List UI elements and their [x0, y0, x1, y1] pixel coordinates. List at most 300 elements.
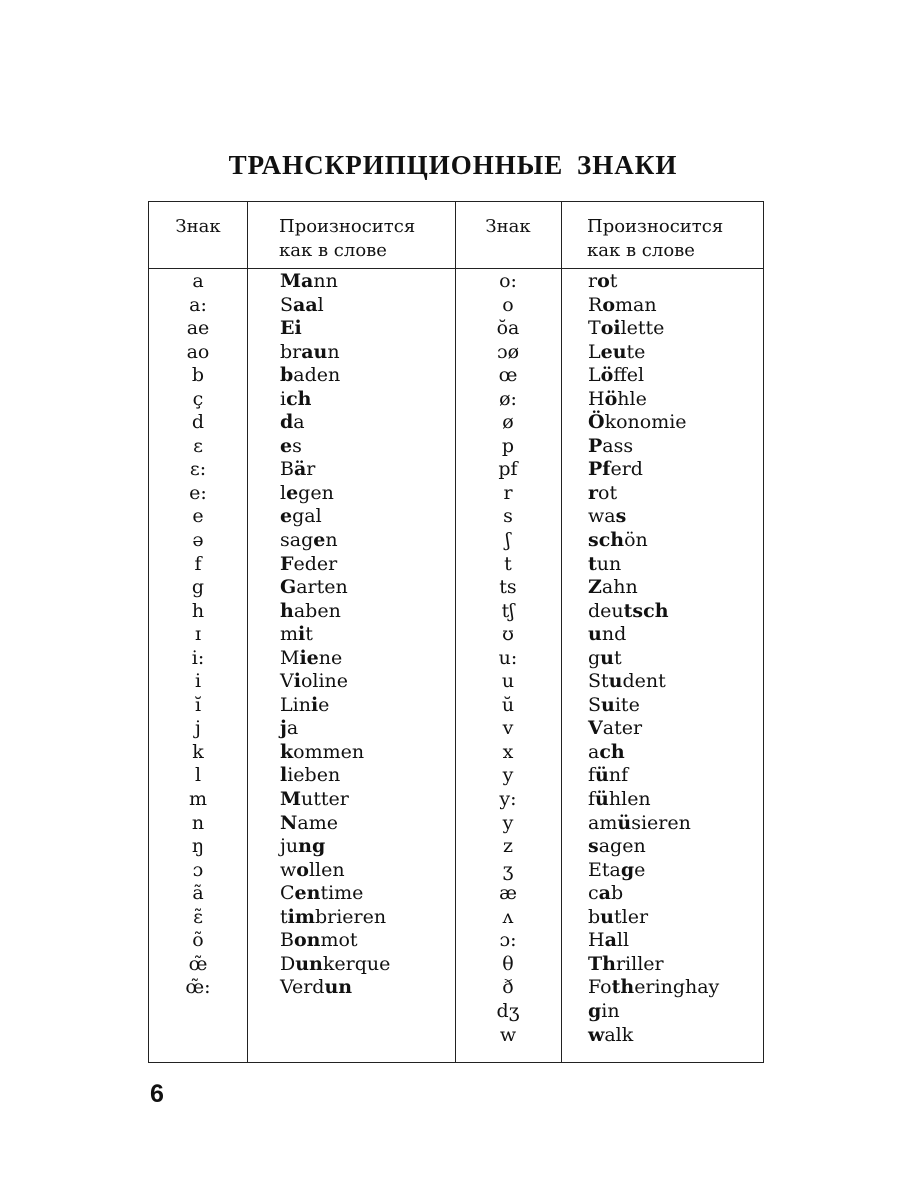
highlighted-letters: aa	[293, 293, 318, 316]
word-fragment: t	[614, 646, 622, 669]
transcription-sign: æ	[499, 882, 517, 905]
highlighted-letters: k	[280, 740, 294, 763]
word-fragment: a	[286, 717, 299, 740]
right-word-column	[588, 270, 719, 1047]
example-word	[588, 600, 719, 624]
word-fragment: l	[317, 293, 324, 316]
word-fragment: ommen	[293, 740, 365, 763]
word-fragment: a	[588, 740, 600, 763]
word-fragment: arten	[296, 576, 348, 599]
highlighted-letters: M	[280, 788, 302, 811]
highlighted-letters: tsch	[623, 599, 669, 622]
highlighted-letters: Z	[588, 576, 602, 599]
highlighted-letters: ü	[617, 811, 632, 834]
word-fragment: alk	[604, 1023, 634, 1046]
highlighted-letters: im	[287, 905, 315, 928]
word-fragment: nd	[601, 623, 627, 646]
transcription-sign: ao	[186, 340, 210, 363]
word-fragment: agen	[598, 835, 646, 858]
page-title: ТРАНСКРИПЦИОННЫЕ ЗНАКИ	[228, 150, 678, 180]
example-word	[280, 859, 390, 883]
highlighted-letters: i	[310, 693, 319, 716]
highlighted-letters: e	[286, 481, 299, 504]
word-fragment: c	[588, 882, 599, 905]
header-pron-line1: Произносится	[587, 216, 724, 237]
header-pron-line1: Произносится	[279, 216, 416, 237]
word-fragment: ahn	[601, 576, 638, 599]
word-fragment: kerque	[322, 952, 391, 975]
example-word	[280, 670, 390, 694]
word-fragment: C	[280, 882, 295, 905]
transcription-sign: h	[191, 599, 205, 622]
example-word	[588, 364, 719, 388]
word-fragment: brieren	[314, 905, 387, 928]
transcription-sign: t	[504, 552, 512, 575]
transcription-sign: ɔø	[496, 340, 520, 363]
highlighted-letters: u	[600, 646, 614, 669]
transcription-sign: ç	[192, 387, 204, 410]
highlighted-letters: u	[600, 905, 614, 928]
word-fragment: deu	[588, 599, 624, 622]
example-word	[588, 812, 719, 836]
word-fragment: am	[588, 811, 618, 834]
transcription-sign: y	[502, 764, 514, 787]
word-fragment: H	[588, 929, 605, 952]
word-fragment: ön	[624, 529, 648, 552]
transcription-sign: j	[195, 717, 201, 740]
word-fragment: te	[626, 340, 646, 363]
highlighted-letters: ch	[599, 740, 625, 763]
transcription-sign: ø:	[499, 387, 517, 410]
word-fragment: e	[318, 693, 330, 716]
transcription-sign: v	[502, 717, 514, 740]
transcription-sign: ʒ	[502, 858, 514, 881]
example-word	[588, 411, 719, 435]
transcription-sign: ŭ	[501, 693, 515, 716]
word-fragment: a	[293, 411, 305, 434]
word-fragment: un	[596, 552, 622, 575]
transcription-sign: ɔ	[192, 858, 204, 881]
column-divider	[561, 202, 562, 1062]
transcription-sign: ts	[499, 576, 517, 599]
transcription-sign: õ	[192, 929, 204, 952]
transcription-sign: ŋ	[191, 835, 205, 858]
header-pron-line2: как в слове	[279, 240, 387, 261]
example-word	[588, 764, 719, 788]
example-word	[280, 764, 390, 788]
header-pron-line2: как в слове	[587, 240, 695, 261]
highlighted-letters: un	[324, 976, 353, 999]
word-fragment: S	[588, 693, 602, 716]
word-fragment: ieben	[287, 764, 341, 787]
highlighted-letters: ü	[595, 788, 609, 811]
transcription-sign: ɪ	[194, 623, 202, 646]
highlighted-letters: h	[280, 599, 294, 622]
highlighted-letters: ä	[293, 458, 307, 481]
word-fragment: B	[280, 458, 294, 481]
word-fragment: eringhay	[634, 976, 720, 999]
word-fragment: H	[588, 387, 605, 410]
transcription-sign: ŏa	[496, 317, 520, 340]
transcription-sign: l	[194, 764, 202, 787]
example-word	[280, 953, 390, 977]
example-word	[280, 976, 390, 1000]
word-fragment: hlen	[608, 788, 651, 811]
example-word	[280, 505, 390, 529]
example-word	[280, 788, 390, 812]
highlighted-letters: th	[611, 976, 635, 999]
transcription-sign: e:	[189, 481, 207, 504]
example-word	[588, 929, 719, 953]
highlighted-letters: Ei	[280, 317, 302, 340]
word-fragment: L	[588, 340, 601, 363]
highlighted-letters: l	[280, 764, 288, 787]
word-fragment: tler	[614, 905, 649, 928]
transcription-sign: r	[503, 481, 513, 504]
transcription-sign: i:	[191, 646, 205, 669]
word-fragment: ll	[616, 929, 630, 952]
word-fragment: St	[588, 670, 609, 693]
transcription-sign: ɛ:	[189, 458, 207, 481]
example-word	[588, 788, 719, 812]
header-sign-left: Знак	[175, 216, 221, 237]
transcription-sign: g	[191, 576, 205, 599]
transcription-sign: y:	[499, 788, 517, 811]
example-word	[588, 741, 719, 765]
word-fragment: nf	[608, 764, 629, 787]
highlighted-letters: G	[280, 576, 297, 599]
column-divider	[247, 202, 248, 1062]
example-word	[280, 812, 390, 836]
word-fragment: t	[609, 270, 618, 292]
word-fragment: oline	[300, 670, 349, 693]
highlighted-letters: t	[588, 552, 597, 575]
word-fragment: B	[280, 929, 294, 952]
highlighted-letters: P	[588, 434, 603, 457]
highlighted-letters: sch	[588, 529, 625, 552]
highlighted-letters: i	[298, 623, 306, 646]
example-word	[588, 623, 719, 647]
left-word-column	[280, 270, 390, 1000]
highlighted-letters: u	[601, 693, 615, 716]
example-word	[588, 576, 719, 600]
example-word	[588, 694, 719, 718]
transcription-sign: ə	[192, 529, 204, 552]
example-word	[588, 458, 719, 482]
transcription-sign: w	[499, 1023, 517, 1046]
highlighted-letters: g	[620, 858, 635, 881]
word-fragment: L	[588, 364, 601, 387]
transcription-sign: dʒ	[496, 999, 520, 1022]
highlighted-letters: r	[588, 481, 599, 504]
example-word	[588, 906, 719, 930]
word-fragment: b	[610, 882, 624, 905]
left-symbol-column	[149, 270, 247, 1000]
word-fragment: utter	[301, 788, 349, 811]
highlighted-letters: e	[280, 505, 293, 528]
example-word	[588, 647, 719, 671]
transcription-sign: s	[503, 505, 513, 528]
word-fragment: S	[280, 293, 294, 316]
word-fragment: n	[327, 340, 340, 363]
example-word	[280, 411, 390, 435]
example-word	[588, 717, 719, 741]
example-word	[280, 694, 390, 718]
example-word	[588, 976, 719, 1000]
highlighted-letters: au	[301, 340, 328, 363]
highlighted-letters: g	[588, 999, 602, 1022]
highlighted-letters: F	[280, 552, 294, 575]
word-fragment: br	[280, 340, 302, 363]
word-fragment: riller	[615, 952, 664, 975]
word-fragment: lette	[620, 317, 665, 340]
header-divider	[149, 268, 763, 269]
transcription-sign: o:	[499, 270, 517, 292]
transcription-sign: u	[501, 670, 515, 693]
word-fragment: s	[292, 434, 302, 457]
header-pron-right	[587, 215, 723, 263]
example-word	[588, 1024, 719, 1048]
word-fragment: mot	[320, 929, 358, 952]
example-word	[280, 600, 390, 624]
highlighted-letters: ö	[604, 387, 618, 410]
example-word	[588, 1000, 719, 1024]
transcription-sign: b	[191, 364, 205, 387]
example-word	[280, 294, 390, 318]
word-fragment: sag	[280, 529, 314, 552]
transcription-sign: a:	[189, 293, 207, 316]
word-fragment: dent	[622, 670, 666, 693]
example-word	[588, 341, 719, 365]
transcription-sign: ø	[502, 411, 514, 434]
example-word	[280, 741, 390, 765]
transcription-sign: tʃ	[501, 599, 515, 622]
word-fragment: n	[325, 529, 338, 552]
example-word	[588, 505, 719, 529]
example-word	[588, 294, 719, 318]
word-fragment: ot	[598, 481, 618, 504]
transcription-sign: ã	[192, 882, 204, 905]
highlighted-letters: w	[588, 1023, 605, 1046]
example-word	[280, 717, 390, 741]
transcription-sign: m	[188, 788, 208, 811]
transcription-sign: p	[501, 434, 515, 457]
word-fragment: Eta	[588, 858, 621, 881]
word-fragment: D	[280, 952, 296, 975]
example-word	[588, 388, 719, 412]
page-number: 6	[150, 1080, 164, 1108]
word-fragment: b	[588, 905, 601, 928]
highlighted-letters: eu	[600, 340, 627, 363]
word-fragment: V	[280, 670, 294, 693]
word-fragment: i	[280, 387, 287, 410]
example-word	[280, 929, 390, 953]
word-fragment: M	[280, 646, 300, 669]
highlighted-letters: V	[588, 717, 603, 740]
highlighted-letters: ie	[299, 646, 319, 669]
highlighted-letters: j	[280, 717, 287, 740]
transcription-sign: e	[192, 505, 204, 528]
word-fragment: ite	[614, 693, 640, 716]
transcription-sign: k	[192, 740, 204, 763]
word-fragment: eder	[293, 552, 338, 575]
example-word	[280, 482, 390, 506]
word-fragment: Fo	[588, 976, 612, 999]
word-fragment: konomie	[604, 411, 687, 434]
transcription-sign: œ	[498, 364, 518, 387]
transcription-sign: pf	[498, 458, 518, 481]
example-word	[588, 859, 719, 883]
transcription-sign: ð	[502, 976, 514, 999]
word-fragment: ater	[602, 717, 643, 740]
word-fragment: m	[280, 623, 299, 646]
example-word	[280, 341, 390, 365]
word-fragment: f	[588, 764, 596, 787]
highlighted-letters: o	[602, 293, 615, 316]
example-word	[588, 317, 719, 341]
word-fragment: e	[634, 858, 646, 881]
transcription-sign: θ	[502, 952, 514, 975]
transcription-sign: ɛ̃	[193, 905, 203, 928]
transcription-sign: n	[191, 811, 205, 834]
highlighted-letters: M	[280, 270, 302, 292]
highlighted-letters: e	[280, 434, 293, 457]
word-fragment: ffel	[613, 364, 645, 387]
example-word	[588, 482, 719, 506]
header-pron-left	[279, 215, 415, 263]
transcription-sign: ʌ	[502, 905, 514, 928]
word-fragment: time	[320, 882, 364, 905]
word-fragment: t	[280, 905, 288, 928]
word-fragment: man	[615, 293, 657, 316]
example-word	[280, 906, 390, 930]
word-fragment: r	[588, 270, 598, 292]
highlighted-letters: u	[588, 623, 602, 646]
transcription-sign: ɔ:	[499, 929, 517, 952]
transcription-sign: œ̃:	[185, 976, 211, 999]
word-fragment: g	[588, 646, 601, 669]
word-fragment: T	[588, 317, 601, 340]
example-word	[588, 435, 719, 459]
highlighted-letters: Ö	[588, 411, 605, 434]
highlighted-letters: ng	[298, 835, 326, 858]
word-fragment: l	[280, 481, 287, 504]
word-fragment: nn	[313, 270, 338, 292]
transcription-sign: o	[502, 293, 514, 316]
transcription-sign: ʊ	[502, 623, 514, 646]
word-fragment: f	[588, 788, 596, 811]
word-fragment: hle	[617, 387, 647, 410]
word-fragment: w	[280, 858, 297, 881]
word-fragment: Lin	[280, 693, 311, 716]
highlighted-letters: b	[280, 364, 294, 387]
highlighted-letters: u	[608, 670, 623, 693]
example-word	[280, 529, 390, 553]
highlighted-letters: oi	[600, 317, 621, 340]
highlighted-letters: ü	[595, 764, 609, 787]
example-word	[280, 576, 390, 600]
transcription-sign: y	[502, 811, 514, 834]
highlighted-letters: en	[294, 882, 321, 905]
transcription-sign: ĭ	[194, 693, 202, 716]
highlighted-letters: a	[301, 270, 314, 292]
word-fragment: ass	[602, 434, 634, 457]
example-word	[588, 953, 719, 977]
word-fragment: gal	[292, 505, 322, 528]
example-word	[280, 553, 390, 577]
word-fragment: ju	[280, 835, 299, 858]
transcription-table	[148, 201, 764, 1063]
word-fragment: in	[601, 999, 620, 1022]
example-word	[588, 882, 719, 906]
transcription-sign: ʃ	[505, 529, 511, 552]
word-fragment: ne	[318, 646, 343, 669]
highlighted-letters: i	[293, 670, 301, 693]
transcription-sign: f	[194, 552, 202, 575]
example-word	[280, 317, 390, 341]
transcription-sign: i	[194, 670, 202, 693]
highlighted-letters: on	[293, 929, 321, 952]
highlighted-letters: Pf	[588, 458, 611, 481]
example-word	[280, 835, 390, 859]
example-word	[588, 835, 719, 859]
highlighted-letters: o	[597, 270, 610, 292]
example-word	[280, 388, 390, 412]
word-fragment: R	[588, 293, 603, 316]
word-fragment: gen	[298, 481, 334, 504]
word-fragment: ame	[297, 811, 338, 834]
word-fragment: erd	[610, 458, 643, 481]
example-word	[280, 623, 390, 647]
highlighted-letters: s	[588, 835, 599, 858]
highlighted-letters: N	[280, 811, 298, 834]
word-fragment: llen	[308, 858, 345, 881]
example-word	[280, 435, 390, 459]
example-word	[280, 364, 390, 388]
highlighted-letters: e	[313, 529, 326, 552]
header-sign-right: Знак	[485, 216, 531, 237]
highlighted-letters: s	[615, 505, 627, 528]
highlighted-letters: o	[296, 858, 309, 881]
word-fragment: Verd	[280, 976, 325, 999]
word-fragment: aden	[293, 364, 341, 387]
word-fragment: r	[306, 458, 316, 481]
right-symbol-column	[455, 270, 561, 1047]
transcription-sign: x	[502, 740, 514, 763]
word-fragment: sieren	[631, 811, 691, 834]
example-word	[280, 458, 390, 482]
transcription-sign: a	[192, 270, 204, 292]
example-word	[588, 553, 719, 577]
highlighted-letters: ö	[600, 364, 614, 387]
transcription-sign: ɛ	[193, 434, 203, 457]
example-word	[280, 882, 390, 906]
example-word	[588, 529, 719, 553]
transcription-sign: ae	[186, 317, 210, 340]
highlighted-letters: a	[604, 929, 617, 952]
word-fragment: t	[305, 623, 313, 646]
example-word	[280, 647, 390, 671]
example-word	[588, 270, 719, 294]
transcription-sign: z	[502, 835, 513, 858]
highlighted-letters: d	[280, 411, 294, 434]
word-fragment: wa	[588, 505, 616, 528]
example-word	[280, 270, 390, 294]
highlighted-letters: un	[295, 952, 323, 975]
example-word	[588, 670, 719, 694]
transcription-sign: u:	[498, 646, 518, 669]
highlighted-letters: Th	[588, 952, 616, 975]
